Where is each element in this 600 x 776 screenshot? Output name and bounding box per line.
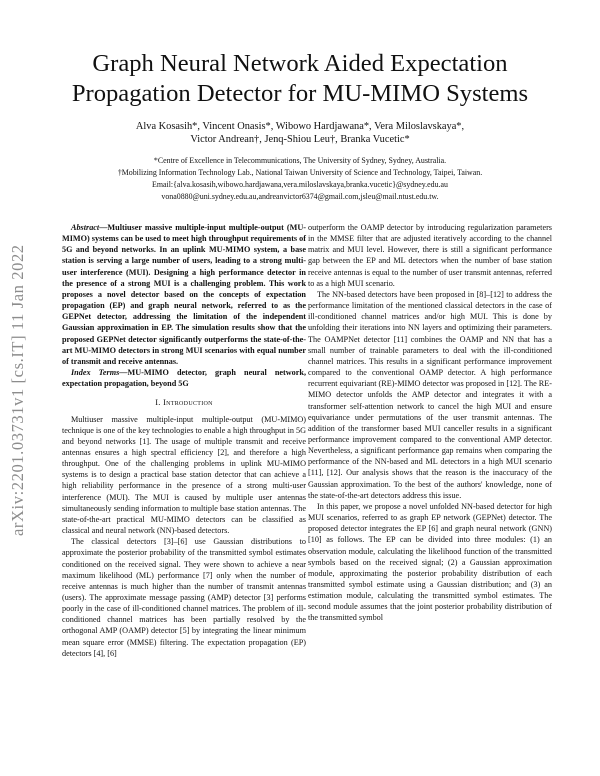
arxiv-identifier: arXiv:2201.03731v1 [cs.IT] 11 Jan 2022 <box>8 244 27 536</box>
body-paragraph: The classical detectors [3]–[6] use Gaussian distributions to approximate the posterior probability of the transmitted symbol estimates conditioned on the received signal. They were shown to achieve a near maximum likelihood (ML) performance [7] only when the number of receive antennas is much higher than the number of transmit antennas (users). The approximate message passing (AMP) detector [3] performs poorly in the case of ill-conditioned channel matrices. The problem of ill-conditioned channel matrices has been partially resolved by the orthogonal AMP (OAMP) detector [5] by integrating the linear minimum mean square error (MMSE) filtering. The expectation propagation (EP) detectors [4], [6] <box>62 537 306 658</box>
left-column <box>62 222 306 659</box>
affiliations <box>50 155 550 203</box>
paper-title <box>40 49 560 109</box>
authors-line-1: Alva Kosasih*, Vincent Onasis*, Wibowo Hardjawana*, Vera Miloslavskaya*, <box>135 121 465 132</box>
abstract-label: Abstract <box>71 223 100 232</box>
abstract <box>62 222 306 367</box>
abstract-text: —Multiuser massive multiple-input multiple-output (MU-MIMO) systems can be used to meet high throughput requirements of 5G and beyond networks. In an uplink MU-MIMO system, a base station is serving a large number of users, leading to a strong multi-user interference (MUI). Designing a high performance detector in the presence of a strong MUI is a challenging problem. This work proposes a novel detector based on the concepts of expectation propagation (EP) and graph neural network, referred to as the GEPNet detector, addressing the limitation of the independent Gaussian approximation in EP. The simulation results show that the proposed GEPNet detector significantly outperforms the state-of-the-art MU-MIMO detectors in strong MUI scenarios with equal number of transmit and receive antennas. <box>62 223 306 366</box>
authors-line-2: Victor Andrean†, Jenq-Shiou Leu†, Branka Vucetic* <box>190 134 410 146</box>
index-terms <box>62 367 306 389</box>
title-line-2: Propagation Detector for MU-MIMO Systems <box>71 80 529 107</box>
title-line-1: Graph Neural Network Aided Expectation <box>92 50 508 77</box>
index-terms-text: —MU-MIMO detector, graph neural network, expectation propagation, beyond 5G <box>62 368 307 389</box>
affiliation-line-2: †Mobilizing Information Technology Lab., National Taiwan University of Science and Technology, Taipei, Taiwan. <box>117 168 483 177</box>
email-line-2: vona0880@uni.sydney.edu.au,andreanvictor6374@gmail.com,jsleu@mail.ntust.edu.tw. <box>161 192 439 201</box>
index-terms-label: Index Terms <box>71 368 120 378</box>
affiliation-line-1: *Centre of Excellence in Telecommunications, The University of Sydney, Sydney, Australia. <box>153 156 447 165</box>
body-paragraph: outperform the OAMP detector by introducing regularization parameters in the MMSE filter that are adjusted iteratively according to the channel matrix and MUI level. However, there is still a significant performance gap between the EP and ML detectors when the number of base station receive antennas is equal to the number of user transmit antennas, referred to as a high MUI scenario. <box>308 223 552 288</box>
body-paragraph: The NN-based detectors have been proposed in [8]–[12] to address the performance limitation of the mentioned classical detectors in the case of ill-conditioned channel matrices and/or high MUI. This is done by unfolding their iterations into NN layers and optimizing their parameters. The OAMPNet detector [11] combines the OAMP and NN that has a small number of trainable parameters to deal with the ill-conditioned channel matrices. This results in a significant performance improvement compared to the conventional OAMP detector. A high performance recurrent equivariant (RE)-MIMO detector was proposed in [12]. The RE-MIMO detector unfolds the AMP detector and integrates it with a transformer self-attention network to cancel the high MUI and ensure equivariance under permutations of the user transmit antennas. The addition of the transformer based MUI canceller results in a significant performance improvement compared to the conventional AMP detector. Nevertheless, a significant performance gap remains when comparing the performance of the NN-based and ML detectors in a high MUI scenario [11], [12]. Our analysis shows that the reason is the inaccuracy of the Gaussian approximation. To the best of the authors' knowledge, none of the state-of-the-art detectors address this issue. <box>308 289 552 500</box>
author-list <box>50 120 550 147</box>
body-paragraph: In this paper, we propose a novel unfolded NN-based detector for high MUI scenarios, referred to as graph EP network (GEPNet) detector. The proposed detector integrates the EP [6] and graph neural network (GNN) [10] as follows. The EP can be divided into three modules: (1) an observation module, calculating the likelihood function of the transmitted symbols based on the received signal; (2) a Gaussian approximation module, approximating the posterior probability distribution of each transmitted symbol estimate using a Gaussian distribution; and (3) an estimation module, calculating the transmitted symbol estimates. The second module assumes that the joint posterior probability distribution of the transmitted symbol <box>308 501 552 623</box>
right-column <box>308 222 552 624</box>
section-heading-introduction: I. Introduction <box>155 398 213 408</box>
body-paragraph: Multiuser massive multiple-input multiple-output (MU-MIMO) technique is one of the key technologies to enable a high throughput in 5G and beyond networks [1]. The usage of multiple transmit and receive antennas ensures a high spectral efficiency [2], and therefore a high throughput. One of the challenging problems in uplink MU-MIMO systems is to design a practical base station detector that can achieve a high reliability performance in the presence of a strong multi-user interference (MUI). The MUI is caused by multiple user antennas simultaneously sending information to multiple base station antennas. The state-of-the-art practical MU-MIMO detectors can be classified as classical and neural network (NN)-based detectors. <box>62 414 306 536</box>
email-line-1: Email:{alva.kosasih,wibowo.hardjawana,vera.miloslavskaya,branka.vucetic}@sydney.edu.au <box>152 180 448 189</box>
